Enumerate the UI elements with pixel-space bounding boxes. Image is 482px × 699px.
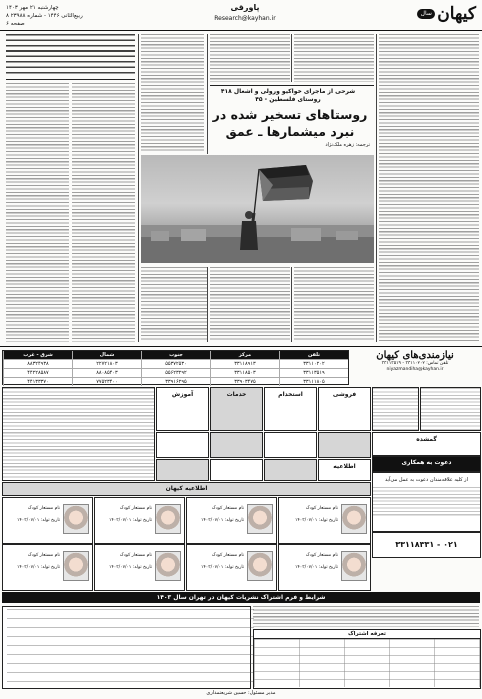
table-row bbox=[3, 369, 348, 378]
baby-photo bbox=[63, 504, 89, 534]
table-cell: ۴۴۱۳۳۳۷۰ bbox=[3, 378, 72, 386]
baby-birth-label: تاریخ تولد: ۱۴۰۳/۰۷/۰۱ bbox=[108, 565, 152, 570]
ad-box[interactable] bbox=[318, 459, 371, 481]
baby-name-label: نام مستعار کودک bbox=[27, 553, 60, 558]
table-cell: ۸۸۳۲۴۹۳۸ bbox=[3, 360, 72, 368]
ad-label: فروشی bbox=[332, 391, 357, 398]
page-number: صفحه ۶ bbox=[6, 21, 25, 27]
ad-label: آموزش bbox=[171, 391, 194, 398]
column-rule bbox=[138, 34, 139, 342]
column-rule bbox=[376, 34, 377, 342]
ad-box[interactable] bbox=[210, 432, 263, 458]
baby-card[interactable] bbox=[186, 544, 277, 591]
price-table-title: تعرفه اشتراک bbox=[254, 630, 480, 639]
table-cell: ۳۳۹۰۳۴۷۵ bbox=[210, 378, 279, 386]
text-column-photo-3 bbox=[141, 267, 207, 342]
ad-box[interactable] bbox=[264, 432, 317, 458]
ads-subtitle: تلفن تماس: ۳۳۱۱۰۲۰۲ - ۳۳۱۱۳۵۱۹ bbox=[381, 361, 449, 366]
help-text: از کلیه علاقه‌مندان دعوت به عمل می‌آید bbox=[385, 477, 468, 483]
ads-brand bbox=[350, 350, 480, 383]
article-photo bbox=[141, 155, 374, 263]
table-cell: ۳۳۱۱۳۵۱۹ bbox=[279, 369, 348, 377]
text-column-right bbox=[379, 34, 479, 342]
text-column-top-2 bbox=[294, 34, 374, 82]
ads-title: نیازمندی‌های کیهان bbox=[376, 350, 454, 361]
ad-box[interactable] bbox=[156, 387, 209, 431]
baby-card[interactable] bbox=[278, 497, 371, 544]
logo-text: کیهان bbox=[437, 4, 476, 24]
table-row bbox=[3, 360, 348, 369]
table-cell: ۳۳۹۱۶۲۹۵ bbox=[141, 378, 210, 386]
ad-box[interactable] bbox=[318, 387, 371, 431]
subscription-form[interactable] bbox=[2, 606, 251, 689]
ad-box[interactable] bbox=[210, 387, 263, 431]
subscription-terms bbox=[253, 606, 479, 627]
missing-box[interactable] bbox=[372, 432, 481, 456]
page-footer: مدیر مسئول: حسین شریعتمداری bbox=[206, 690, 276, 696]
baby-card[interactable] bbox=[2, 497, 93, 544]
subscription-title: شرایط و فرم اشتراک نشریات کیهان در تهران سال ۱۴۰۳ bbox=[156, 594, 326, 601]
baby-name-label: نام مستعار کودک bbox=[119, 506, 152, 511]
help-banner[interactable] bbox=[372, 456, 481, 472]
baby-name-label: نام مستعار کودک bbox=[27, 506, 60, 511]
baby-birth-label: تاریخ تولد: ۱۴۰۳/۰۷/۰۱ bbox=[108, 518, 152, 523]
phone-box[interactable] bbox=[372, 532, 481, 558]
baby-birth-label: تاریخ تولد: ۱۴۰۳/۰۷/۰۱ bbox=[294, 565, 338, 570]
table-cell: ۳۳۱۱۰۲۰۲ bbox=[279, 360, 348, 368]
missing-title: گمشده bbox=[416, 436, 437, 443]
table-header-cell: شرق - غرب bbox=[3, 351, 72, 359]
baby-name-label: نام مستعار کودک bbox=[211, 506, 244, 511]
table-cell: ۳۳۱۱۸۹۱۳ bbox=[210, 360, 279, 368]
date-line-2: ۸ ربیع‌الثانی ۱۴۴۶ - شماره ۲۳۹۸۸ bbox=[6, 13, 83, 19]
baby-photo bbox=[247, 504, 273, 534]
baby-name-label: نام مستعار کودک bbox=[305, 506, 338, 511]
ad-box[interactable] bbox=[264, 459, 317, 481]
baby-card[interactable] bbox=[278, 544, 371, 591]
table-cell: ۷۷۵۲۳۴۰۰ bbox=[72, 378, 141, 386]
baby-photo bbox=[155, 504, 181, 534]
ads-phone-table bbox=[2, 350, 349, 385]
table-cell: ۳۳۱۱۱۸۰۵ bbox=[279, 378, 348, 386]
headline-rule bbox=[210, 85, 374, 86]
table-header bbox=[3, 351, 348, 360]
baby-name-label: نام مستعار کودک bbox=[305, 553, 338, 558]
baby-card[interactable] bbox=[94, 544, 185, 591]
ad-box[interactable] bbox=[156, 432, 209, 458]
text-column-top-3 bbox=[210, 34, 290, 82]
ad-label: استخدام bbox=[278, 391, 303, 398]
column-rule bbox=[207, 267, 208, 342]
text-column-photo-2 bbox=[210, 267, 290, 342]
column-rule bbox=[207, 34, 208, 154]
logo-badge: سال bbox=[417, 9, 435, 19]
subscription-banner bbox=[2, 592, 480, 603]
legal-notices-box[interactable] bbox=[2, 387, 155, 481]
price-grid bbox=[254, 639, 480, 687]
baby-photo bbox=[341, 504, 367, 534]
divider bbox=[6, 79, 135, 80]
baby-grid bbox=[2, 497, 369, 589]
announcement-label: اطلاعیه bbox=[333, 463, 356, 470]
kayhan-logo[interactable] bbox=[396, 3, 476, 25]
baby-birth-label: تاریخ تولد: ۱۴۰۳/۰۷/۰۱ bbox=[16, 565, 60, 570]
ad-box[interactable] bbox=[318, 432, 371, 458]
ad-box[interactable] bbox=[372, 387, 419, 431]
announcement-strip[interactable]: اطلاعیه کیهان bbox=[2, 482, 371, 496]
article-author: ترجمه: زهره ملک‌نژاد bbox=[325, 142, 370, 148]
help-box[interactable] bbox=[372, 472, 481, 532]
table-header-cell: جنوب bbox=[141, 351, 210, 359]
baby-photo bbox=[155, 551, 181, 581]
baby-photo bbox=[63, 551, 89, 581]
section-title: پاورقی bbox=[230, 3, 260, 12]
baby-card[interactable] bbox=[186, 497, 277, 544]
date-block bbox=[6, 4, 106, 20]
text-column-left-2 bbox=[6, 83, 69, 342]
baby-photo bbox=[341, 551, 367, 581]
subscription-price-table bbox=[253, 629, 481, 689]
article-headline: روستاهای تسخیر شده در نبرد میشمارها ـ عمق bbox=[212, 107, 368, 139]
baby-card[interactable] bbox=[94, 497, 185, 544]
table-cell: ۸۸۰۸۵۴۰۳ bbox=[72, 369, 141, 377]
baby-birth-label: تاریخ تولد: ۱۴۰۳/۰۷/۰۱ bbox=[200, 518, 244, 523]
baby-name-label: نام مستعار کودک bbox=[119, 553, 152, 558]
column-rule bbox=[291, 267, 292, 342]
ads-email[interactable]: niyazmandiha@kayhan.ir bbox=[386, 367, 444, 372]
table-cell: ۳۳۱۱۸۵۰۳ bbox=[210, 369, 279, 377]
baby-birth-label: تاریخ تولد: ۱۴۰۳/۰۷/۰۱ bbox=[16, 518, 60, 523]
table-header-cell: مرکز bbox=[210, 351, 279, 359]
baby-birth-label: تاریخ تولد: ۱۴۰۳/۰۷/۰۱ bbox=[294, 518, 338, 523]
text-column-photo-1 bbox=[294, 267, 374, 342]
baby-name-label: نام مستعار کودک bbox=[211, 553, 244, 558]
text-column-left-1 bbox=[72, 83, 135, 342]
table-cell: ۵۵۶۲۳۲۹۲ bbox=[141, 369, 210, 377]
ad-label: خدمات bbox=[226, 391, 247, 398]
phone-number: ۳۳۱۱۸۳۳۱ - ۰۲۱ bbox=[395, 540, 458, 549]
ads-top-rule bbox=[0, 346, 482, 347]
ad-box[interactable] bbox=[420, 387, 481, 431]
text-column-top-4 bbox=[141, 34, 204, 152]
table-row bbox=[3, 378, 348, 386]
baby-card[interactable] bbox=[2, 544, 93, 591]
column-rule bbox=[291, 34, 292, 82]
table-cell: ۲۲۷۲۱۸۰۳ bbox=[72, 360, 141, 368]
section-email[interactable]: Research@kayhan.ir bbox=[214, 15, 276, 22]
table-cell: ۴۴۲۲۸۵۸۷ bbox=[3, 369, 72, 377]
help-title: دعوت به همکاری bbox=[401, 459, 452, 466]
masthead bbox=[0, 0, 482, 31]
baby-photo bbox=[247, 551, 273, 581]
date-line-1: چهارشنبه ۲۱ مهر ۱۴۰۳ bbox=[6, 5, 59, 11]
table-header-cell: تلفن bbox=[279, 351, 348, 359]
ad-box[interactable] bbox=[210, 459, 263, 481]
table-header-cell: شمال bbox=[72, 351, 141, 359]
table-cell: ۵۵۳۷۲۵۳۰ bbox=[141, 360, 210, 368]
ad-box[interactable] bbox=[264, 387, 317, 431]
baby-birth-label: تاریخ تولد: ۱۴۰۳/۰۷/۰۱ bbox=[200, 565, 244, 570]
intro-block bbox=[6, 34, 135, 76]
article-kicker: شرحی از ماجرای خواکیو ورولی و اشغال ۴۱۸ روستای فلسطین - ۴۵ bbox=[220, 88, 356, 103]
ad-box[interactable] bbox=[156, 459, 209, 481]
